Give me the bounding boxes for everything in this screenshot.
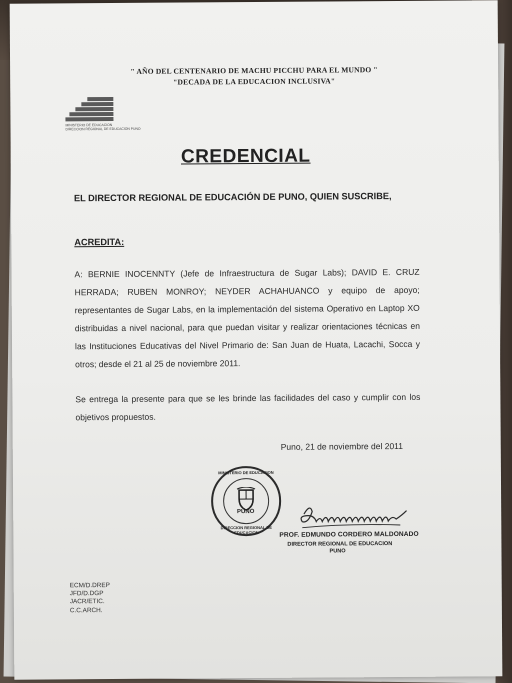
motto-line-2: "DECADA DE LA EDUCACION INCLUSIVA": [173, 76, 336, 87]
seal-inner-ring: [223, 478, 269, 524]
director-line: EL DIRECTOR REGIONAL DE EDUCACIÓN DE PUNO, QUIEN SUSCRIBE,: [73, 191, 392, 204]
reference-code: ECM/D.DREP: [69, 582, 110, 590]
document-title: CREDENCIAL: [180, 145, 311, 168]
logo-caption-line-1: MINISTERIO DE EDUCACION: [65, 122, 113, 128]
reference-code: JACR/ETIC.: [69, 598, 105, 606]
ministry-logo: [65, 97, 141, 132]
seal-top-text: MINISTERIO DE EDUCACION: [218, 469, 274, 476]
signatory-place: PUNO: [329, 548, 346, 555]
seal-center-text: PUNO: [237, 509, 255, 516]
reference-code: C.C.ARCH.: [69, 606, 103, 614]
official-seal: [211, 466, 281, 536]
logo-caption-line-2: DIRECCION REGIONAL DE EDUCACION PUNO: [65, 126, 141, 132]
body-paragraph-2: Se entrega la presente para que se les brinde las facilidades del caso y cumplir con los objetivos propuestos.: [75, 391, 421, 423]
motto-line-1: " AÑO DEL CENTENARIO DE MACHU PICCHU PARA EL MUNDO ": [130, 65, 378, 76]
acredita-label: ACREDITA:: [74, 236, 125, 248]
reference-code: JFD/D.DGP: [69, 590, 104, 598]
document-page: [10, 0, 503, 679]
seal-bottom-text: DIRECCION REGIONAL DE EDUCACION: [220, 524, 272, 536]
coat-of-arms-icon: [236, 487, 256, 511]
place-date: Puno, 21 de noviembre del 2011: [280, 440, 404, 452]
reference-codes: [70, 582, 110, 615]
logo-caption: [65, 122, 141, 132]
signatory-role: DIRECTOR REGIONAL DE EDUCACION: [287, 541, 393, 548]
body-paragraph-1: A: BERNIE INOCENNTY (Jefe de Infraestructura de Sugar Labs); DAVID E. CRUZ HERRADA; RUBEN MONROY; NEYDER ACHAHUANCO y equipo de apoyo; representantes de Sugar Labs, en la implementación del sistema Operativo en Laptop XO distribuidas a nivel nacional, para que puedan visitar y realizar orientaciones técnicas en las Instituciones Educativas del Nivel Primario de: San Juan de Huata, Lacachi, Socca y otros; desde el 21 al 25 de noviembre 2011.: [74, 266, 421, 370]
signatory-name: PROF. EDMUNDO CORDERO MALDONADO: [279, 530, 419, 539]
